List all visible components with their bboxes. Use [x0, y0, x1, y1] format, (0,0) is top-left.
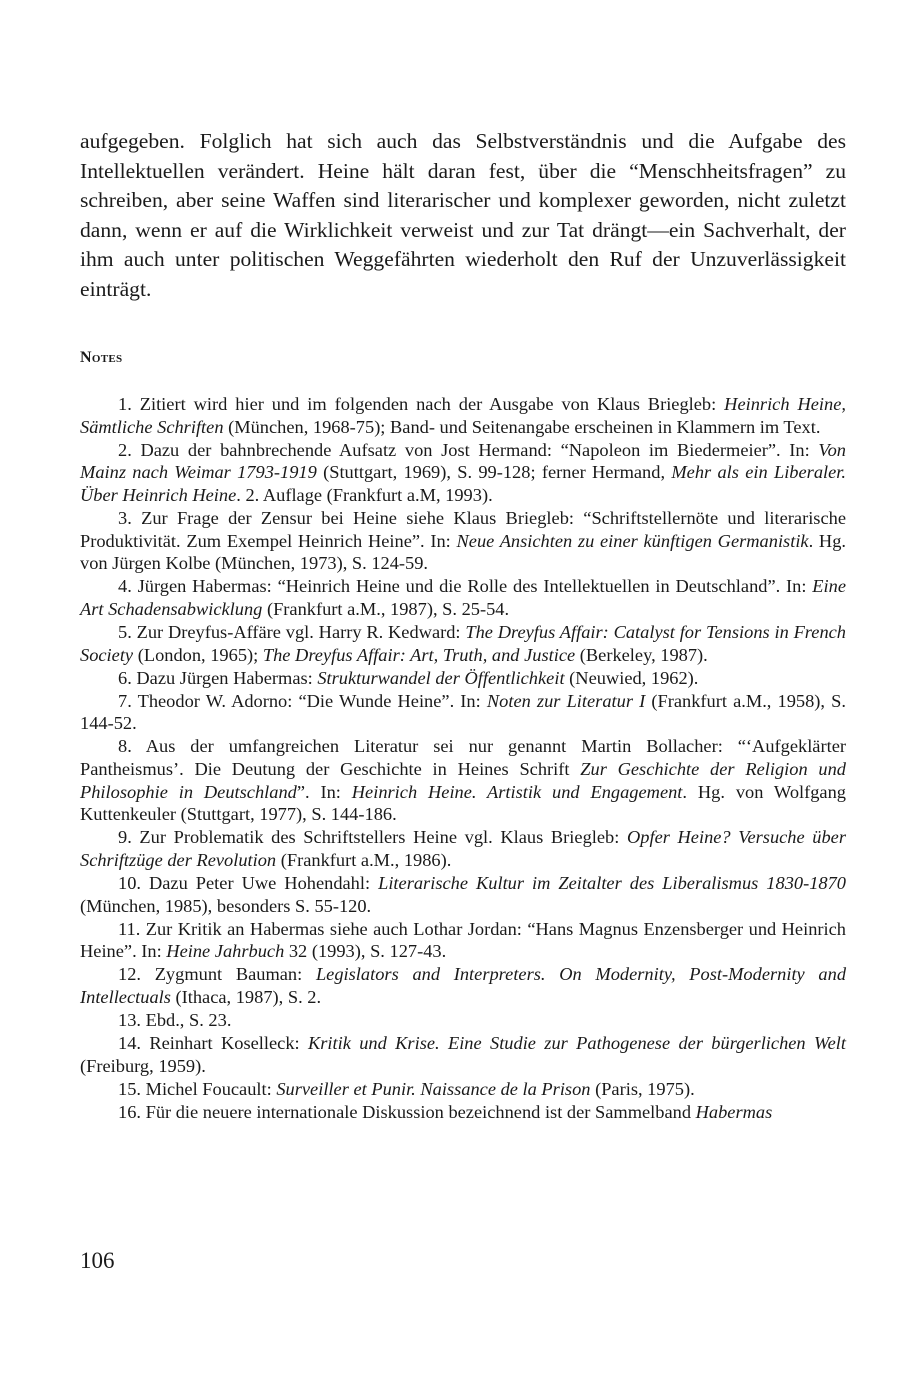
footnote-14	[80, 1032, 846, 1077]
footnote-10	[80, 872, 846, 917]
footnote-text: 9. Zur Problematik des Schriftstellers Heine vgl. Klaus Briegleb:	[118, 827, 627, 848]
footnote-title: Heine Jahrbuch	[166, 941, 285, 962]
footnote-title: Literarische Kultur im Zeitalter des Liberalismus 1830-1870	[378, 872, 846, 893]
footnote-text: 3. Zur Frage der Zensur bei Heine siehe Klaus Briegleb: “Schriftstellernöte und literarische Produktivität. Zum Exempel Heinrich Heine”. In:	[80, 507, 846, 551]
footnote-text: (Frankfurt a.M., 1987), S. 25-54.	[262, 598, 510, 619]
footnote-title: Noten zur Literatur I	[486, 690, 646, 711]
footnote-text: 10. Dazu Peter Uwe Hohendahl:	[118, 872, 379, 893]
footnote-text: . Hg. von Jürgen Kolbe (München, 1973), S. 124-59.	[80, 530, 846, 574]
page-number: 106	[80, 1248, 115, 1273]
footnote-5	[80, 621, 846, 666]
footnote-3	[80, 507, 846, 575]
footnote-4	[80, 575, 846, 620]
footnote-title: Eine Art Schadensabwicklung	[80, 576, 846, 619]
footnote-text: 5. Zur Dreyfus-Affäre vgl. Harry R. Kedward:	[118, 621, 466, 642]
footnote-text: 15. Michel Foucault:	[118, 1078, 277, 1099]
footnote-text: (Frankfurt a.M., 1958), S. 144-52.	[80, 690, 846, 734]
footnote-text: . 2. Auflage (Frankfurt a.M, 1993).	[236, 484, 493, 505]
footnote-8	[80, 735, 846, 825]
footnote-1	[80, 393, 846, 438]
footnote-text: 12. Zygmunt Bauman:	[118, 964, 316, 985]
footnote-15	[80, 1078, 846, 1101]
footnote-title: Mehr als ein Liberaler. Über Heinrich Heine	[80, 462, 846, 505]
footnote-11	[80, 918, 846, 963]
footnote-text: (Paris, 1975).	[590, 1078, 695, 1099]
footnote-text: (Stuttgart, 1969), S. 99-128; ferner Hermand,	[316, 462, 672, 483]
footnote-text: . Hg. von Wolfgang Kuttenkeuler (Stuttgart, 1977), S. 144-186.	[80, 781, 846, 825]
footnote-title: Legislators and Interpreters. On Modernity, Post-Modernity and Intellectuals	[80, 964, 847, 1007]
book-page	[80, 0, 846, 1380]
footnote-text: 11. Zur Kritik an Habermas siehe auch Lothar Jordan: “Hans Magnus Enzensberger und Heinrich Heine”. In:	[80, 918, 846, 962]
footnote-text: 2. Dazu der bahnbrechende Aufsatz von Jost Hermand: “Napoleon im Biedermeier”. In:	[118, 439, 819, 460]
footnote-text: (Ithaca, 1987), S. 2.	[170, 986, 322, 1007]
footnote-title: Surveiller et Punir. Naissance de la Prison	[276, 1078, 591, 1099]
footnote-title: Opfer Heine? Versuche über Schriftzüge der Revolution	[80, 827, 846, 870]
footnote-text: 8. Aus der umfangreichen Literatur sei nur genannt Martin Bollacher: “‘Aufgeklärter Pantheismus’. Die Deutung der Geschichte in Heines Schrift	[80, 736, 846, 779]
footnote-text: 1. Zitiert wird hier und im folgenden nach der Ausgabe von Klaus Briegleb:	[118, 394, 725, 414]
footnote-text: 6. Dazu Jürgen Habermas:	[118, 667, 318, 688]
footnote-title: Heinrich Heine. Artistik und Engagement	[351, 781, 683, 802]
footnote-text: (London, 1965);	[133, 644, 263, 665]
footnote-7	[80, 690, 846, 735]
footnote-text: (München, 1968-75); Band- und Seitenangabe erscheinen in Klammern im Text.	[223, 416, 821, 437]
notes-list	[80, 393, 846, 1124]
footnote-text: 4. Jürgen Habermas: “Heinrich Heine und die Rolle des Intellektuellen in Deutschland”. In:	[118, 576, 813, 597]
notes-heading: Notes	[80, 349, 123, 366]
footnote-text: 32 (1993), S. 127-43.	[284, 941, 447, 962]
footnote-text: (Berkeley, 1987).	[575, 644, 708, 665]
footnote-text: 13. Ebd., S. 23.	[118, 1010, 232, 1031]
footnote-title: Kritik und Krise. Eine Studie zur Pathogenese der bürgerlichen Welt	[307, 1033, 846, 1054]
footnote-text: (Frankfurt a.M., 1986).	[276, 849, 452, 870]
footnote-title: Von Mainz nach Weimar 1793-1919	[80, 439, 846, 483]
footnote-title: Habermas	[695, 1101, 773, 1122]
footnote-title: The Dreyfus Affair: Art, Truth, and Justice	[262, 644, 576, 665]
body-paragraph: aufgegeben. Folglich hat sich auch das Selbstverständnis und die Aufgabe des Intellektuellen verändert. Heine hält daran fest, über die “Menschheitsfragen” zu schreiben, aber seine Waffen sind literarischer und komplexer geworden, nicht zuletzt dann, wenn er auf die Wirklichkeit verweist und zur Tat drängt—ein Sachverhalt, der ihm auch unter politischen Weggefährten wiederholt den Ruf der Unzuverlässigkeit einträgt.	[80, 129, 846, 301]
footnote-9	[80, 826, 846, 871]
footnote-12	[80, 963, 846, 1008]
footnote-title: Zur Geschichte der Religion und Philosophie in Deutschland	[80, 759, 846, 802]
footnote-6	[80, 667, 846, 690]
footnote-text: ”. In:	[296, 781, 352, 802]
footnote-title: Strukturwandel der Öffentlichkeit	[317, 667, 565, 688]
footnote-text: 16. Für die neuere internationale Diskussion bezeichnend ist der Sammelband	[118, 1101, 696, 1122]
footnote-title: Neue Ansichten zu einer künftigen Germanistik	[456, 530, 809, 551]
footnote-16	[80, 1101, 846, 1124]
footnote-text: (Freiburg, 1959).	[80, 1055, 206, 1076]
footnote-13	[80, 1009, 846, 1032]
footnote-2	[80, 439, 846, 507]
footnote-title: Heinrich Heine, Sämtliche Schriften	[80, 394, 846, 437]
footnote-text: 7. Theodor W. Adorno: “Die Wunde Heine”. In:	[118, 690, 487, 711]
footnote-text: (Neuwied, 1962).	[564, 667, 699, 688]
footnote-text: (München, 1985), besonders S. 55-120.	[80, 895, 372, 916]
footnote-title: The Dreyfus Affair: Catalyst for Tensions in French Society	[80, 621, 846, 665]
footnote-text: 14. Reinhart Koselleck:	[118, 1033, 308, 1054]
